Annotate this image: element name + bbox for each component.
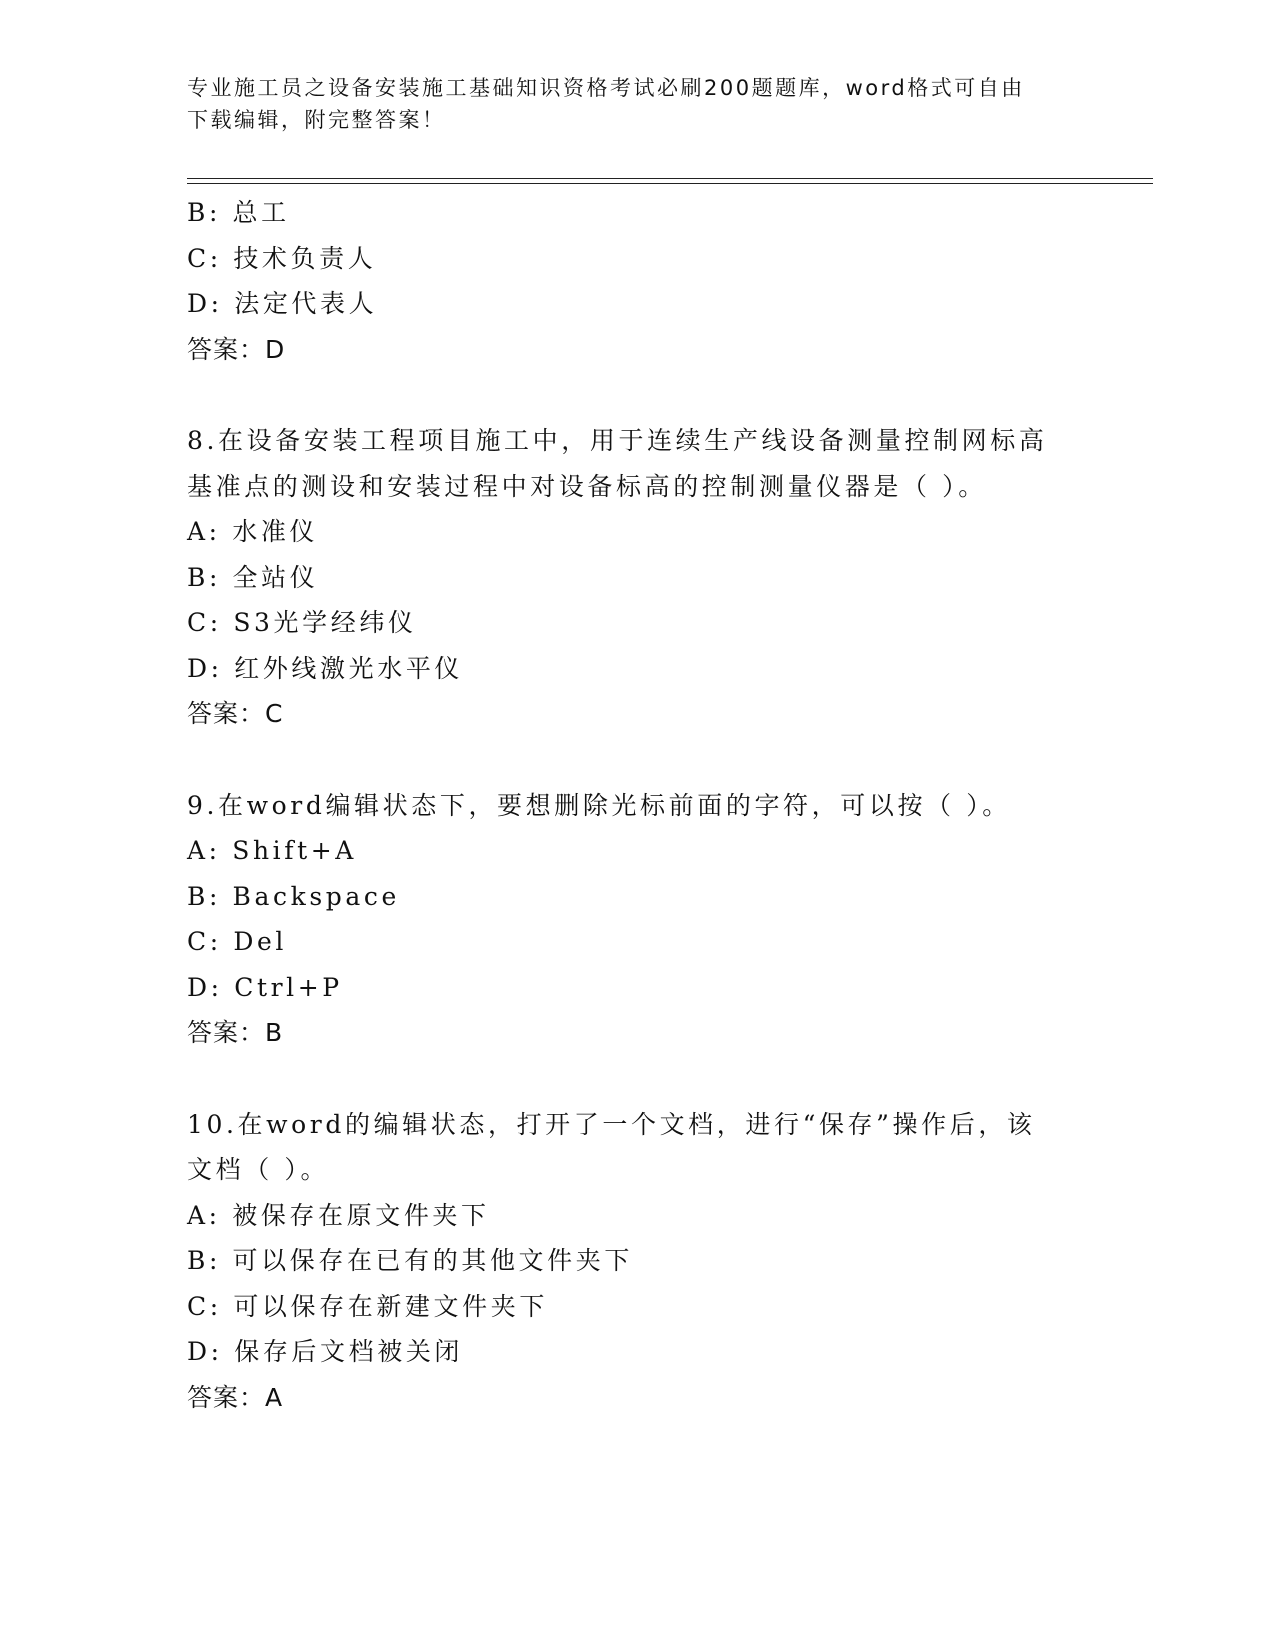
- option-label: C:: [187, 1291, 222, 1321]
- option-c: [187, 600, 1087, 646]
- option-text: Del: [233, 927, 287, 956]
- option-a: [187, 509, 1087, 555]
- option-label: A:: [187, 836, 221, 865]
- option-text: 保存后文档被关闭: [234, 1337, 464, 1366]
- question-9: [187, 783, 1087, 1056]
- option-text: 法定代表人: [234, 289, 378, 318]
- option-d: [187, 646, 1087, 692]
- option-d: [187, 965, 1087, 1011]
- option-text: 全站仪: [232, 562, 319, 592]
- question-10: [187, 1102, 1087, 1421]
- option-c: [187, 1284, 1087, 1330]
- option-label: D:: [187, 972, 223, 1002]
- answer-line: 答案：B: [187, 1018, 284, 1047]
- answer-line: 答案：A: [187, 1382, 284, 1412]
- option-b: [187, 555, 1087, 601]
- question-stem-line: 基准点的测设和安装过程中对设备标高的控制测量仪器是（ ）。: [187, 471, 987, 501]
- option-d: [187, 1329, 1087, 1375]
- option-a: [187, 828, 1087, 874]
- option-c: [187, 236, 1087, 282]
- option-a: [187, 1193, 1087, 1239]
- option-text: Shift+A: [232, 836, 357, 865]
- option-label: A:: [187, 1200, 221, 1230]
- option-label: B:: [187, 562, 221, 592]
- question-stem-line: 9.在word编辑状态下，要想删除光标前面的字符，可以按（ ）。: [187, 790, 1011, 820]
- option-text: Ctrl+P: [234, 972, 343, 1002]
- option-text: S3光学经纬仪: [233, 608, 417, 637]
- option-text: 可以保存在已有的其他文件夹下: [232, 1246, 633, 1275]
- option-b: [187, 874, 1087, 920]
- option-label: B:: [187, 881, 221, 911]
- option-text: 可以保存在新建文件夹下: [233, 1291, 548, 1321]
- option-label: C:: [187, 243, 222, 273]
- question-stem-line: 8.在设备安装工程项目施工中，用于连续生产线设备测量控制网标高: [187, 426, 1048, 455]
- option-b: [187, 1238, 1087, 1284]
- question-stem-line: 10.在word的编辑状态，打开了一个文档，进行“保存”操作后，该: [187, 1109, 1036, 1139]
- option-text: 总工: [232, 198, 290, 227]
- option-label: B:: [187, 1246, 221, 1275]
- option-c: [187, 919, 1087, 965]
- option-label: D:: [187, 289, 223, 318]
- header-divider-bottom: [187, 183, 1153, 184]
- option-b: [187, 190, 1087, 236]
- answer-line: 答案：C: [187, 699, 284, 728]
- question-list: [187, 190, 1087, 1420]
- option-text: Backspace: [232, 881, 400, 911]
- option-label: D:: [187, 653, 223, 683]
- question-continued: [187, 190, 1087, 372]
- option-text: 技术负责人: [233, 243, 377, 273]
- question-stem-line: 文档（ ）。: [187, 1155, 330, 1184]
- option-text: 红外线激光水平仪: [234, 653, 464, 683]
- option-label: B:: [187, 198, 221, 227]
- option-d: [187, 281, 1087, 327]
- document-header: [187, 72, 1067, 136]
- option-label: A:: [187, 517, 221, 546]
- header-line-2: 下载编辑，附完整答案！: [187, 108, 446, 132]
- header-divider-top: [187, 178, 1153, 179]
- option-text: 水准仪: [232, 517, 319, 546]
- header-line-1: 专业施工员之设备安装施工基础知识资格考试必刷200题题库，word格式可自由: [187, 76, 1025, 100]
- option-label: C:: [187, 608, 222, 637]
- answer-line: 答案：D: [187, 334, 286, 364]
- option-text: 被保存在原文件夹下: [232, 1200, 490, 1230]
- question-8: [187, 418, 1087, 737]
- option-label: D:: [187, 1337, 223, 1366]
- option-label: C:: [187, 927, 222, 956]
